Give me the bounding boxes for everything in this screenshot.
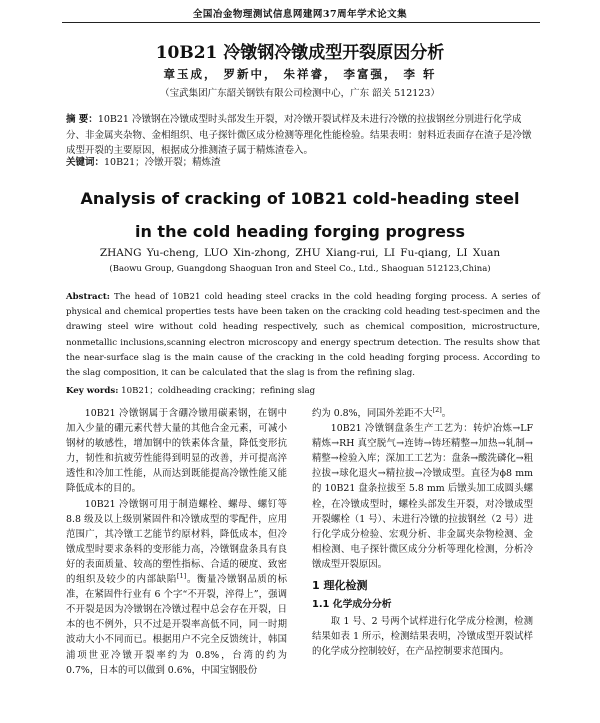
chinese-keywords (66, 155, 540, 170)
english-keywords-text: 10B21；coldheading cracking；refining slag (118, 386, 316, 396)
chinese-affiliation: （宝武集团广东韶关钢铁有限公司检测中心，广东 韶关 512123） (160, 88, 440, 99)
chinese-abstract-text: 10B21 冷镦钢在冷镦成型时头部发生开裂，对冷镦开裂试样及未进行冷镦的拉拔钢丝分别进行化学成分、非金属夹杂物、金相组织、电子探针微区成分检测等理化性能检验。结果表明：射料近表面存在渣子是冷镦成型开裂的主要原因，根据成分推测渣子属于精炼渣卷入。 (66, 114, 532, 156)
body-paragraph: 10B21 冷镦钢盘条生产工艺为：转炉冶炼→LF 精炼→RH 真空脱气→连铸→铸坯精整→加热→轧制→精整→检验入库；深加工工艺为：盘条→酸洗磷化→粗拉拔→球化退火→精拉拔→冷镦成型。直径为ϕ8 mm 的 10B21 盘条拉拔至 5.8 mm 后镦头加工成圆头螺栓，在冷镦成型时，螺栓头部发生开裂，对冷镦成型开裂螺栓（1 号）、未进行冷镦的拉拔钢丝（2 号）进行化学成分检验、宏观分析、非金属夹杂物检测、金相检测、电子探针微区成分分析等理化检测，分析冷镦成型开裂原因。 (312, 423, 533, 570)
header-rule (62, 22, 540, 23)
body-right-column (312, 406, 533, 659)
body-text: 。衡量冷镦钢品质的标准，在紧固件行业有 6 个字“不开裂，淬得上”，强调不开裂是因为冷镦钢在冷镦过程中总会存在开裂，日本的也不例外，只不过是开裂率高低不同，同一时期波动大小不同而已。根据用户不完全反馈统计，韩国浦项世亚冷镦开裂率约为 0.8%，台湾的约为 0.7%，日本的可以做到 0.6%，中国宝钢股份 (66, 574, 287, 676)
chinese-abstract (66, 112, 540, 159)
english-keywords (66, 384, 540, 398)
citation-ref: [2] (432, 405, 442, 414)
body-text: 。 (441, 408, 452, 419)
body-paragraph (66, 497, 287, 678)
body-left-column (66, 406, 287, 678)
subsection-heading: 1.1 化学成分分析 (312, 599, 392, 611)
body-text: 约为 0.8%，同国外差距不大 (312, 408, 433, 419)
body-text: 10B21 冷镦钢可用于制造螺栓、螺母、螺钉等 8.8 级及以上级别紧固件和冷镦成型的零配件，应用范围广，其冷镦工艺能节约原材料，降低成本，但冷镦成型时要求条料的变形能力高，冷镦钢盘条具有良好的表面质量、较高的塑性指标、合适的硬度、致密的组织及较少的内部缺陷 (66, 498, 287, 586)
english-affiliation: (Baowu Group, Guangdong Shaoguan Iron and Steel Co., Ltd., Shaoguan 512123,China) (109, 264, 491, 274)
section-heading: 1 理化检测 (312, 579, 368, 593)
chinese-keywords-text: 10B21；冷镦开裂；精炼渣 (104, 157, 221, 168)
body-paragraph (312, 406, 533, 421)
body-paragraph: 10B21 冷镦钢属于含硼冷镦用碳素钢，在钢中加入少量的硼元素代替大量的其他合金元素，可减小钢材的敏感性，增加钢中的铁素体含量，降低变形抗力，韧性和抗疲劳性能得到明显的改善，并可提高淬透性和冷加工性能，从而达到既能提高冷镦性能又能降低成本的目的。 (66, 408, 287, 495)
running-header: 全国冶金物理测试信息网建网37周年学术论文集 (192, 9, 408, 20)
english-authors: ZHANG Yu-cheng, LUO Xin-zhong, ZHU Xiang-rui, LI Fu-qiang, LI Xuan (99, 247, 501, 259)
chinese-abstract-label: 摘 要： (66, 114, 98, 125)
chinese-authors: 章玉成， 罗新中， 朱祥睿， 李富强， 李 轩 (163, 67, 437, 81)
english-abstract-label: Abstract: (66, 292, 110, 302)
chinese-keywords-label: 关键词： (66, 157, 105, 168)
body-paragraph: 取 1 号、2 号两个试样进行化学成分检测，检测结果如表 1 所示，检测结果表明，冷镦成型开裂试样的化学成分控制较好，在产品控制要求范围内。 (312, 616, 533, 658)
english-abstract (66, 290, 540, 381)
english-abstract-text: The head of 10B21 cold heading steel cracks in the cold heading forging process. A series of physical and chemical properties tests have been taken on the cracking cold heading test-specimen and the drawing steel wire without cold heading respectively, such as chemical composition, microstructure, nonmetallic inclusions,scanning electron microscopy and energy spectrum detection. The results show that the near-surface slag is the main cause of the cracking in the cold heading forging process. According to the slag composition, it can be calculated that the slag is from the refining slag. (66, 292, 540, 379)
citation-ref: [1] (176, 571, 187, 580)
chinese-title: 10B21 冷镦钢冷镦成型开裂原因分析 (155, 43, 445, 63)
english-title: Analysis of cracking of 10B21 cold-heading steel in the cold heading forging progress (80, 189, 520, 241)
english-keywords-label: Key words: (66, 386, 119, 396)
